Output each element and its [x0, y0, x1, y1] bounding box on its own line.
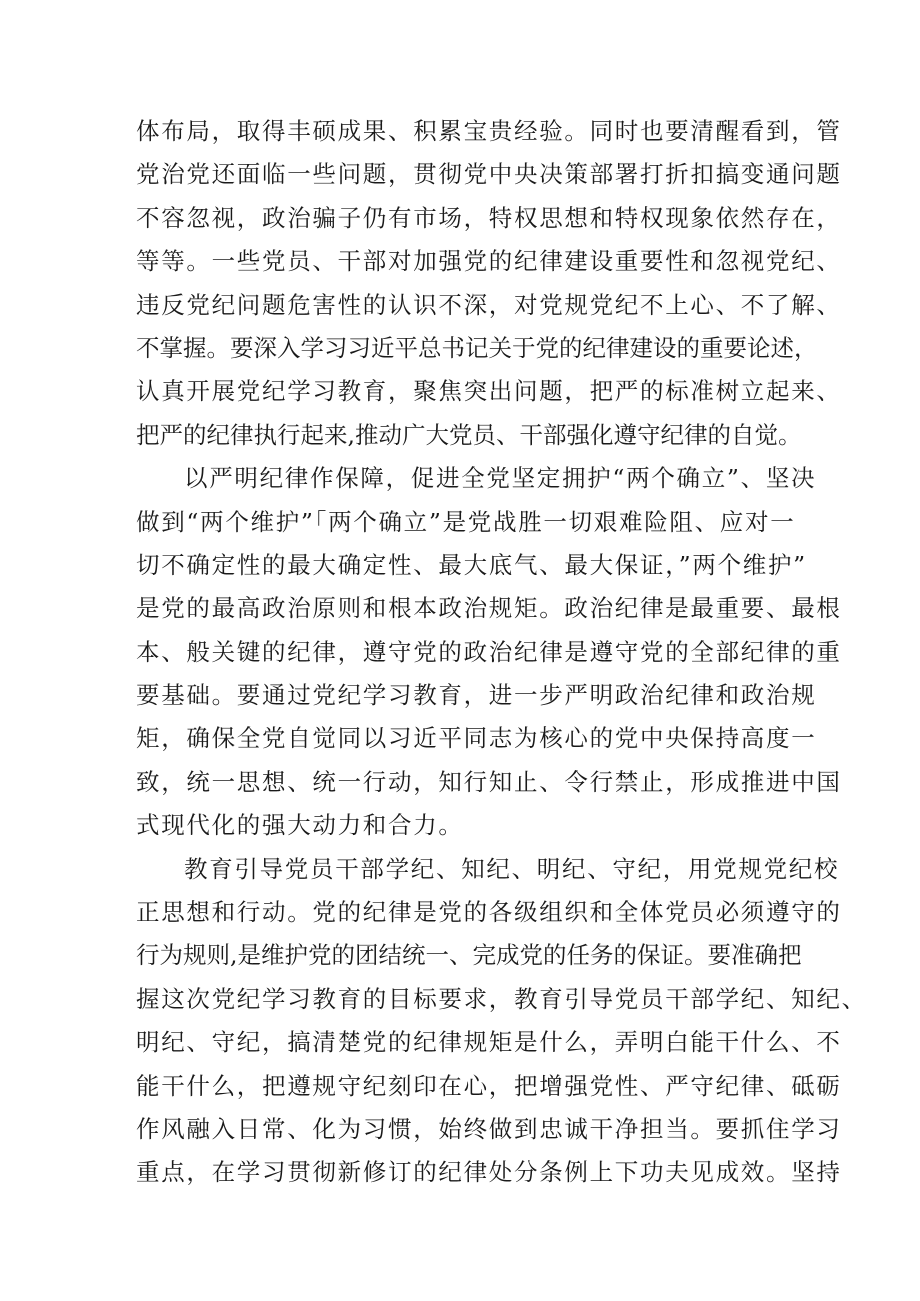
text-line: 党治党还面临一些问题，贯彻党中央决策部署打折扣搞变通问题 [136, 160, 842, 189]
paragraph-1 [136, 110, 842, 457]
paragraph-2 [136, 457, 842, 848]
text-line: 正思想和行动。党的纪律是党的各级组织和全体党员必须遵守的 [136, 898, 842, 927]
text-line: 重点，在学习贯彻新修订的纪律处分条例上下功夫见成效。坚持 [136, 1158, 842, 1187]
text-line: 本、般关键的纪律，遵守党的政治纪律是遵守党的全部纪律的重 [136, 637, 842, 666]
text-line: 教育引导党员干部学纪、知纪、明纪、守纪，用党规党纪校 [184, 854, 840, 883]
document-body [136, 110, 867, 1195]
text-line: 把严的纪律执行起来,推动广大党员、干部强化遵守纪律的自觉。 [136, 420, 802, 449]
text-line: 切不确定性的最大确定性、最大底气、最大保证，”两个维护” [136, 550, 807, 579]
text-line: 能干什么，把遵规守纪刻印在心，把增强党性、严守纪律、砥砺 [136, 1071, 842, 1100]
text-line: 违反党纪问题危害性的认识不深，对党规党纪不上心、不了解、 [136, 290, 842, 319]
text-line: 要基础。要通过党纪学习教育，进一步严明政治纪律和政治规 [136, 681, 817, 710]
text-line: 不容忽视，政治骗子仍有市场，特权思想和特权现象依然存在， [136, 203, 842, 232]
text-line: 作风融入日常、化为习惯，始终做到忠诚干净担当。要抓住学习 [136, 1114, 842, 1143]
text-line: 式现代化的强大动力和合力。 [136, 811, 464, 840]
text-line: 致，统一思想、统一行动，知行知止、令行禁止，形成推进中国 [136, 767, 842, 796]
text-line: 不掌握。要深入学习习近平总书记关于党的纪律建设的重要论述， [136, 333, 818, 362]
text-line: 以严明纪律作保障，促进全党坚定拥护“两个确立”、坚决 [184, 464, 817, 493]
text-line: 体布局，取得丰硕成果、积累宝贵经验。同时也要清醒看到，管 [136, 117, 842, 145]
text-line: 是党的最高政治原则和根本政治规矩。政治纪律是最重要、最根 [136, 594, 842, 623]
paragraph-3 [136, 848, 867, 1195]
text-line: 认真开展党纪学习教育，聚焦突出问题，把严的标准树立起来、 [136, 377, 842, 406]
text-line: 做到“两个维护”「两个确立”是党战胜一切艰难险阻、应对一 [136, 507, 796, 536]
text-line: 行为规则,是维护党的团结统一、完成党的任务的保证。要准确把 [136, 941, 802, 970]
text-line: 明纪、守纪，搞清楚党的纪律规矩是什么，弄明白能干什么、不 [136, 1028, 842, 1057]
text-line: 握这次党纪学习教育的目标要求，教育引导党员干部学纪、知纪、 [136, 984, 867, 1013]
text-line: 矩，确保全党自觉同以习近平同志为核心的党中央保持高度一 [136, 724, 817, 753]
text-line: 等等。一些党员、干部对加强党的纪律建设重要性和忽视党纪、 [136, 247, 842, 276]
